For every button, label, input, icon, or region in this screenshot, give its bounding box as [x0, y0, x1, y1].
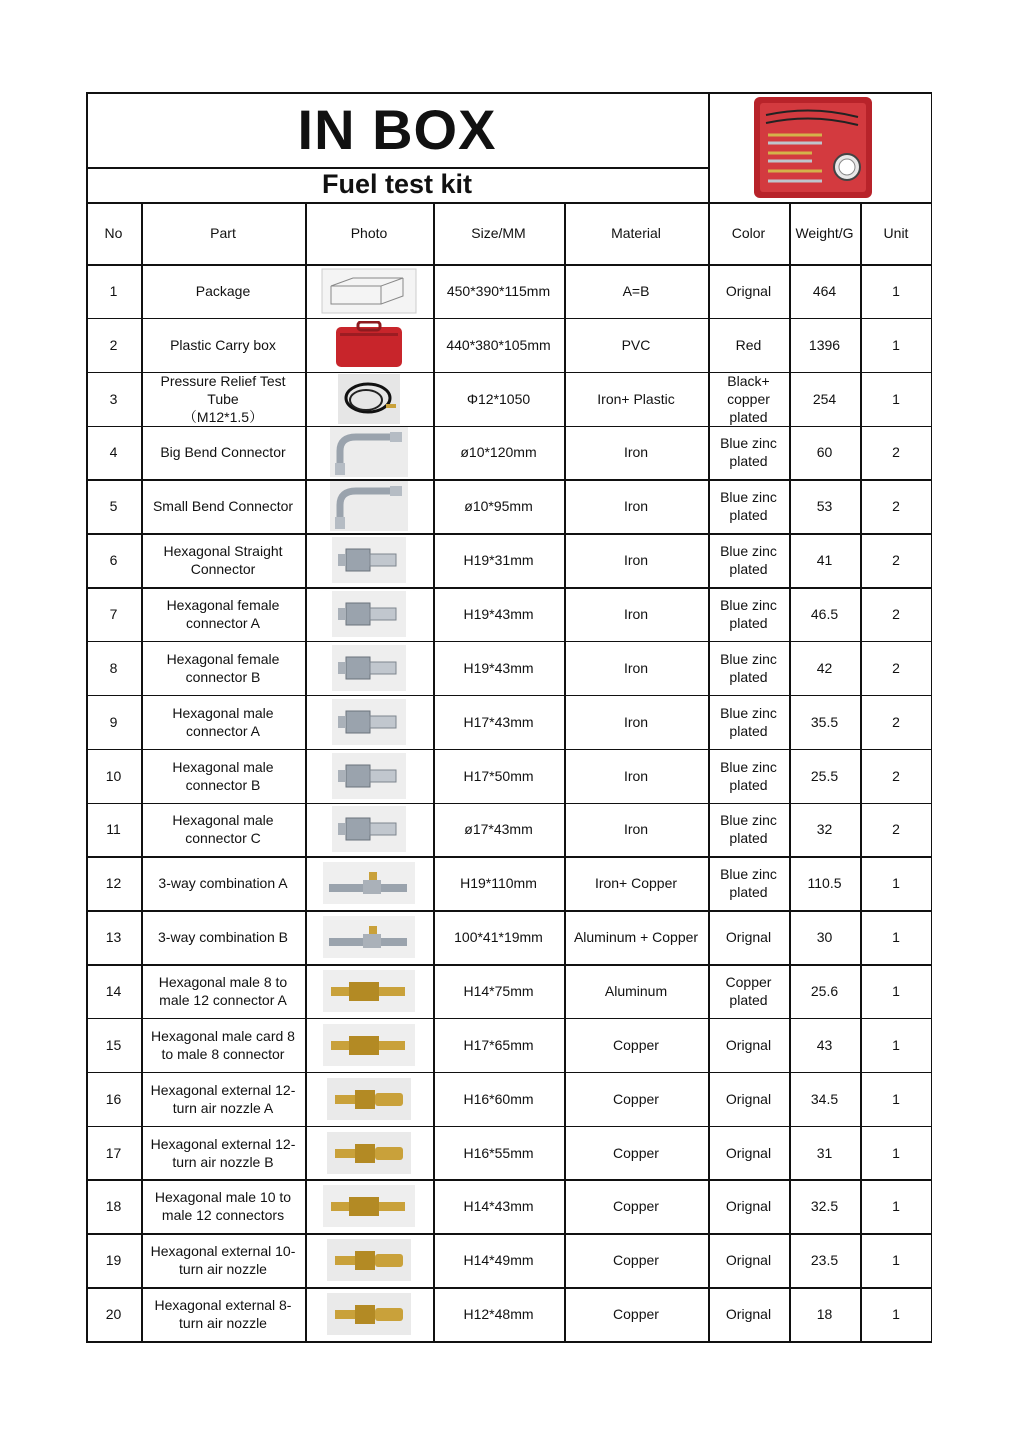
- cell-part: Small Bend Connector: [152, 498, 294, 515]
- cell-unit: 2: [892, 552, 900, 569]
- cell-size: H14*75mm: [463, 982, 534, 999]
- cell-size: H14*49mm: [463, 1252, 534, 1269]
- cell-size: H12*48mm: [463, 1306, 534, 1323]
- cell-material: Copper: [613, 1198, 659, 1215]
- column-header-material: Material: [611, 225, 661, 241]
- column-header-no: No: [104, 225, 123, 241]
- cell-weight: 53: [816, 498, 833, 515]
- cell-no: 17: [105, 1144, 122, 1161]
- cell-unit: 2: [892, 606, 900, 623]
- cell-no: 15: [105, 1036, 122, 1053]
- bend-pipe-icon: [305, 479, 433, 533]
- cell-material: Aluminum: [604, 982, 668, 999]
- cell-part: Hexagonal male 8 to male 12 connector A: [158, 973, 288, 1008]
- cell-material: Copper: [613, 1090, 659, 1107]
- cell-size: H17*65mm: [463, 1036, 534, 1053]
- cell-no: 9: [109, 713, 118, 730]
- cell-color: Orignal: [725, 1036, 772, 1053]
- cell-unit: 1: [892, 1090, 900, 1107]
- fuel-test-kit-photo: [752, 95, 874, 200]
- cell-material: A=B: [622, 282, 650, 299]
- column-header-weight: Weight/G: [795, 225, 854, 241]
- cell-color: Blue zinc plated: [720, 650, 777, 685]
- cell-part: Pressure Relief Test Tube （M12*1.5）: [160, 372, 286, 425]
- cell-color: Black+ copper plated: [727, 372, 770, 425]
- brass-connector-icon: [305, 1179, 433, 1233]
- cell-material: Iron: [623, 821, 649, 838]
- cell-no: 14: [105, 982, 122, 999]
- cell-weight: 254: [812, 390, 837, 407]
- cell-weight: 25.6: [810, 982, 839, 999]
- cell-color: Orignal: [725, 1090, 772, 1107]
- cell-unit: 2: [892, 713, 900, 730]
- cell-part: Hexagonal male connector C: [172, 812, 274, 847]
- column-header-color: Color: [731, 225, 766, 241]
- cell-material: Iron: [623, 659, 649, 676]
- cell-part: Hexagonal male connector A: [172, 704, 274, 739]
- cell-size: H19*31mm: [463, 552, 534, 569]
- cell-color: Blue zinc plated: [720, 704, 777, 739]
- cell-material: Iron: [623, 713, 649, 730]
- cell-no: 1: [109, 282, 118, 299]
- cell-part: Hexagonal male card 8 to male 8 connector: [151, 1027, 295, 1062]
- cell-unit: 1: [892, 1306, 900, 1323]
- cell-size: ø17*43mm: [464, 821, 533, 838]
- cell-no: 19: [105, 1252, 122, 1269]
- cell-no: 12: [105, 875, 122, 892]
- divider: [86, 167, 708, 169]
- cell-weight: 18: [816, 1306, 833, 1323]
- three-way-fitting-icon: [305, 856, 433, 910]
- cell-weight: 32: [816, 821, 833, 838]
- cell-color: Orignal: [725, 1144, 772, 1161]
- cell-no: 18: [105, 1198, 122, 1215]
- cell-material: Iron+ Copper: [594, 875, 678, 892]
- cell-color: Red: [735, 336, 762, 353]
- cell-color: Blue zinc plated: [720, 866, 777, 901]
- brass-nozzle-icon: [305, 1072, 433, 1126]
- row-divider: [86, 1341, 932, 1343]
- cell-unit: 2: [892, 444, 900, 461]
- cell-no: 20: [105, 1306, 122, 1323]
- kit-name: Fuel test kit: [321, 169, 473, 199]
- cell-size: H19*110mm: [460, 875, 537, 892]
- cell-part: 3-way combination A: [158, 875, 288, 892]
- cell-no: 10: [105, 767, 122, 784]
- column-header-photo: Photo: [350, 225, 388, 241]
- cell-color: Copper plated: [725, 973, 772, 1008]
- brass-nozzle-icon: [305, 1233, 433, 1287]
- cell-no: 5: [109, 498, 118, 515]
- cell-color: Orignal: [725, 1306, 772, 1323]
- cell-weight: 41: [816, 552, 833, 569]
- cell-no: 2: [109, 336, 118, 353]
- cell-part: Big Bend Connector: [160, 444, 286, 461]
- hex-connector-icon: [305, 695, 433, 749]
- cell-color: Orignal: [725, 1252, 772, 1269]
- cell-unit: 1: [892, 282, 900, 299]
- cell-no: 4: [109, 444, 118, 461]
- column-header-part: Part: [210, 225, 236, 241]
- cell-unit: 1: [892, 1198, 900, 1215]
- cell-weight: 31: [816, 1144, 833, 1161]
- cell-weight: 110.5: [807, 875, 842, 892]
- package-drawing-icon: [305, 264, 433, 318]
- cell-color: Blue zinc plated: [720, 435, 777, 470]
- cell-part: 3-way combination B: [158, 929, 288, 946]
- cell-weight: 34.5: [810, 1090, 839, 1107]
- cell-no: 8: [109, 659, 118, 676]
- cell-unit: 1: [892, 390, 900, 407]
- cell-size: H19*43mm: [463, 659, 534, 676]
- cell-material: Iron: [623, 606, 649, 623]
- cell-size: ø10*120mm: [460, 444, 537, 461]
- brass-connector-icon: [305, 1018, 433, 1072]
- cell-material: Iron: [623, 444, 649, 461]
- cell-part: Hexagonal female connector B: [166, 650, 280, 685]
- cell-color: Orignal: [725, 929, 772, 946]
- cell-size: 100*41*19mm: [454, 929, 543, 946]
- cell-no: 16: [105, 1090, 122, 1107]
- cell-weight: 42: [816, 659, 833, 676]
- brass-connector-icon: [305, 964, 433, 1018]
- cell-unit: 1: [892, 875, 900, 892]
- cell-weight: 46.5: [810, 606, 839, 623]
- cell-part: Hexagonal male connector B: [172, 758, 274, 793]
- cell-part: Hexagonal male 10 to male 12 connectors: [154, 1189, 292, 1224]
- cell-color: Orignal: [725, 1198, 772, 1215]
- hex-connector-icon: [305, 803, 433, 857]
- cell-part: Package: [195, 282, 251, 299]
- cell-part: Hexagonal external 12-turn air nozzle B: [150, 1135, 296, 1170]
- cell-material: PVC: [621, 336, 651, 353]
- hex-connector-icon: [305, 587, 433, 641]
- cell-material: Iron+ Plastic: [597, 390, 675, 407]
- cell-unit: 2: [892, 821, 900, 838]
- bend-pipe-icon: [305, 426, 433, 480]
- cell-material: Copper: [613, 1036, 659, 1053]
- cell-unit: 2: [892, 767, 900, 784]
- red-carry-case-icon: [305, 318, 433, 372]
- cell-unit: 2: [892, 498, 900, 515]
- three-way-fitting-icon: [305, 910, 433, 964]
- divider: [708, 92, 710, 202]
- cell-weight: 43: [816, 1036, 833, 1053]
- cell-size: H19*43mm: [463, 606, 534, 623]
- cell-size: 450*390*115mm: [446, 282, 551, 299]
- cell-color: Blue zinc plated: [720, 812, 777, 847]
- cell-color: Orignal: [725, 282, 772, 299]
- cell-size: 440*380*105mm: [446, 336, 551, 353]
- cell-unit: 1: [892, 1036, 900, 1053]
- cell-size: Φ12*1050: [466, 390, 531, 407]
- cell-unit: 2: [892, 659, 900, 676]
- hex-connector-icon: [305, 533, 433, 587]
- cell-material: Aluminum + Copper: [573, 929, 699, 946]
- cell-material: Iron: [623, 552, 649, 569]
- cell-size: ø10*95mm: [464, 498, 533, 515]
- cell-material: Copper: [613, 1306, 659, 1323]
- cell-no: 6: [109, 552, 118, 569]
- border-top: [86, 92, 932, 94]
- cell-unit: 1: [892, 929, 900, 946]
- cell-weight: 464: [812, 282, 837, 299]
- cell-unit: 1: [892, 336, 900, 353]
- cell-material: Copper: [613, 1252, 659, 1269]
- cell-material: Copper: [613, 1144, 659, 1161]
- cell-part: Hexagonal external 12-turn air nozzle A: [150, 1081, 296, 1116]
- column-header-unit: Unit: [883, 225, 909, 241]
- cell-material: Iron: [623, 767, 649, 784]
- brass-nozzle-icon: [305, 1287, 433, 1341]
- cell-part: Hexagonal female connector A: [166, 597, 280, 632]
- cell-weight: 30: [816, 929, 833, 946]
- cell-color: Blue zinc plated: [720, 489, 777, 524]
- brass-nozzle-icon: [305, 1126, 433, 1180]
- cell-size: H17*43mm: [463, 713, 534, 730]
- cell-material: Iron: [623, 498, 649, 515]
- column-header-size: Size/MM: [471, 225, 526, 241]
- cell-weight: 1396: [808, 336, 841, 353]
- cell-unit: 1: [892, 1252, 900, 1269]
- page-title: IN BOX: [297, 98, 497, 161]
- hex-connector-icon: [305, 641, 433, 695]
- cell-unit: 1: [892, 1144, 900, 1161]
- cell-size: H16*55mm: [463, 1144, 534, 1161]
- cell-color: Blue zinc plated: [720, 597, 777, 632]
- cell-weight: 23.5: [810, 1252, 839, 1269]
- cell-weight: 32.5: [810, 1198, 839, 1215]
- cell-color: Blue zinc plated: [720, 758, 777, 793]
- cell-color: Blue zinc plated: [720, 543, 777, 578]
- cell-weight: 35.5: [810, 713, 839, 730]
- cell-no: 13: [105, 929, 122, 946]
- cell-size: H16*60mm: [463, 1090, 534, 1107]
- cell-weight: 25.5: [810, 767, 839, 784]
- cell-no: 7: [109, 606, 118, 623]
- cell-part: Hexagonal external 8-turn air nozzle: [154, 1297, 292, 1332]
- hex-connector-icon: [305, 749, 433, 803]
- hose-coil-icon: [305, 372, 433, 426]
- cell-part: Hexagonal Straight Connector: [163, 543, 283, 578]
- cell-no: 11: [106, 821, 121, 838]
- cell-part: Hexagonal external 10-turn air nozzle: [150, 1243, 296, 1278]
- parts-sheet: [86, 92, 932, 1341]
- cell-weight: 60: [816, 444, 833, 461]
- cell-part: Plastic Carry box: [170, 336, 276, 353]
- cell-size: H17*50mm: [463, 767, 534, 784]
- cell-no: 3: [109, 390, 118, 407]
- cell-size: H14*43mm: [463, 1198, 534, 1215]
- cell-unit: 1: [892, 982, 900, 999]
